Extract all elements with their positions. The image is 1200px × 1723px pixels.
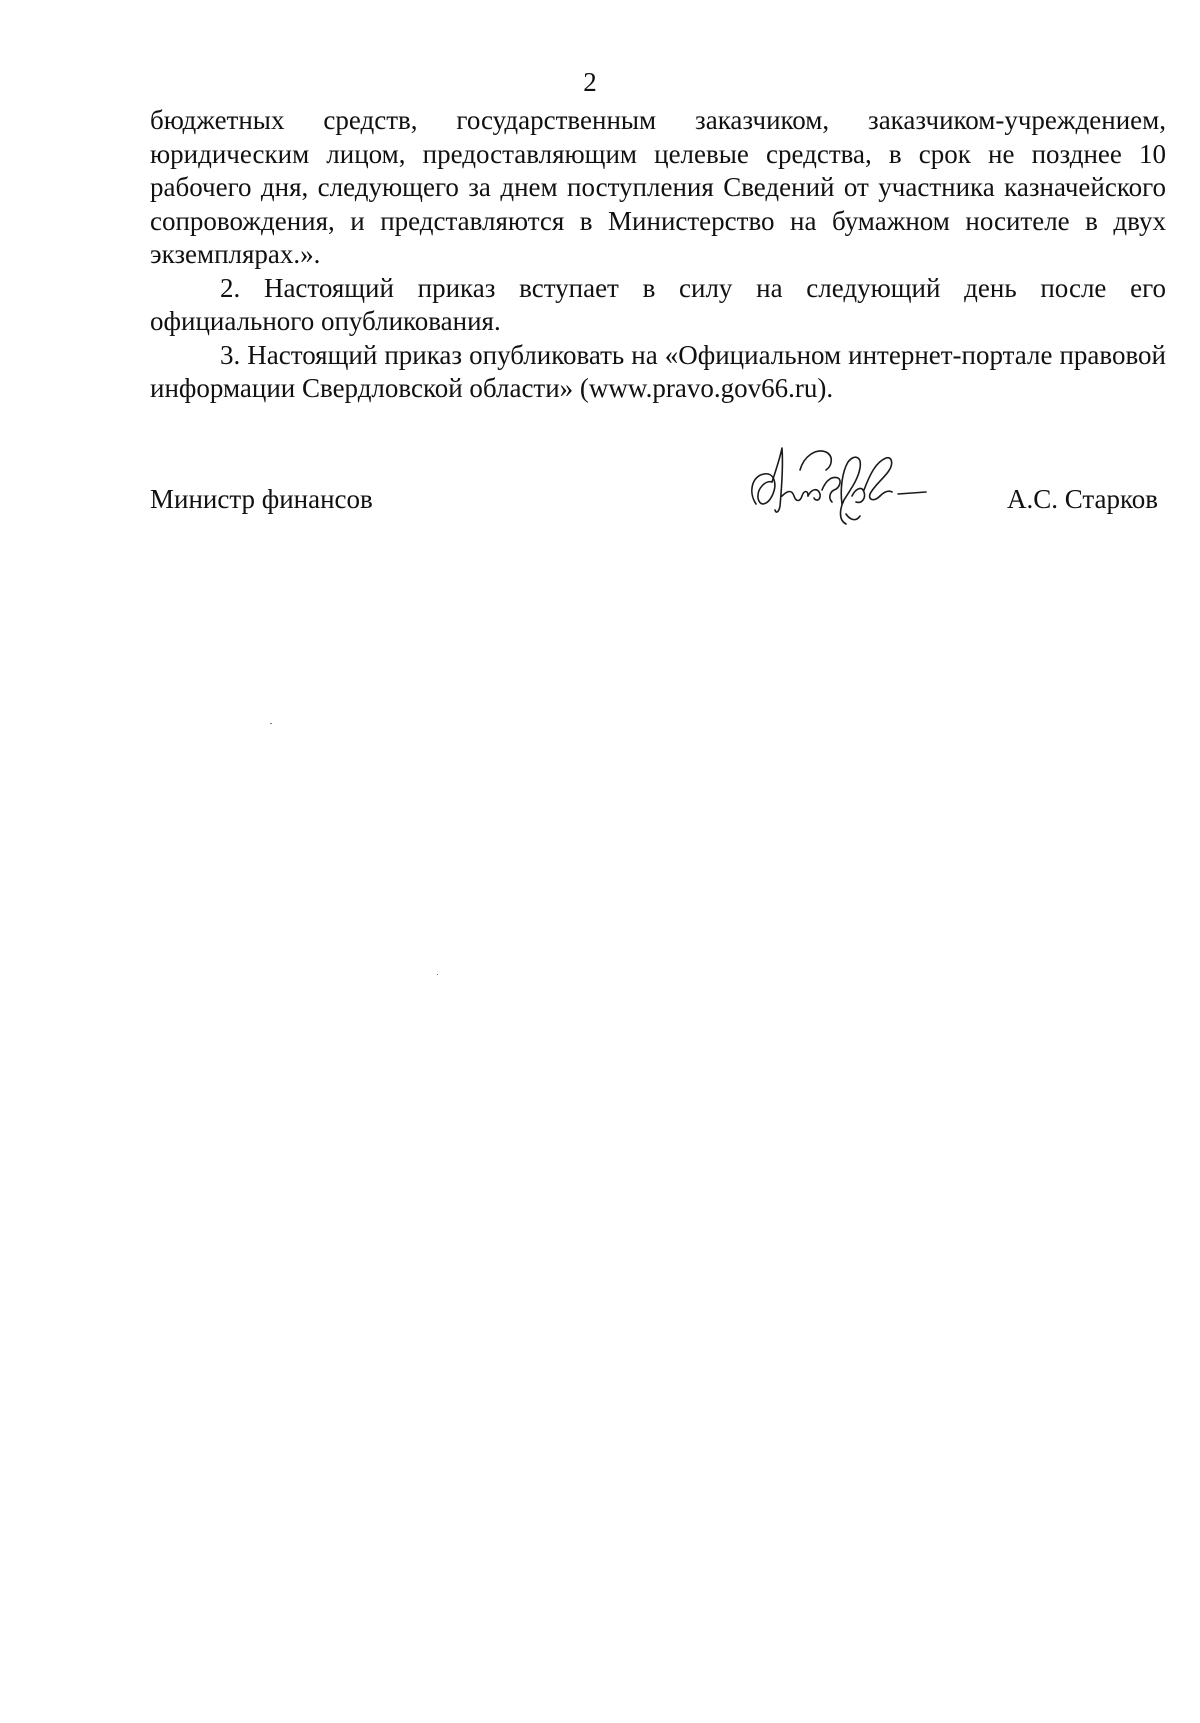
scan-speck — [437, 974, 438, 975]
scan-speck — [270, 723, 272, 724]
signatory-name: А.С. Старков — [1006, 484, 1158, 514]
paragraph-continuation: бюджетных средств, государственным заказчиком, заказчиком-учреждением, юридическим лицом, предоставляющим целевые средства, в срок не позднее 10 рабочего дня, следующего за днем поступления Сведений от участника казначейского сопровождения, и представляются в Министерство на бумажном носителе в двух экземплярах.». — [150, 105, 1166, 269]
handwritten-signature — [742, 440, 932, 530]
signature-block — [150, 440, 1166, 540]
signatory-position: Министр финансов — [150, 484, 373, 514]
paragraph-item-3: 3. Настоящий приказ опубликовать на «Официальном интернет-портале правовой информации Свердловской области» (www.pravo.gov66.ru). — [150, 339, 1166, 403]
document-body — [150, 104, 1166, 406]
paragraph-item-2: 2. Настоящий приказ вступает в силу на следующий день после его официального опубликования. — [150, 272, 1166, 336]
page-number: 2 — [583, 67, 597, 97]
